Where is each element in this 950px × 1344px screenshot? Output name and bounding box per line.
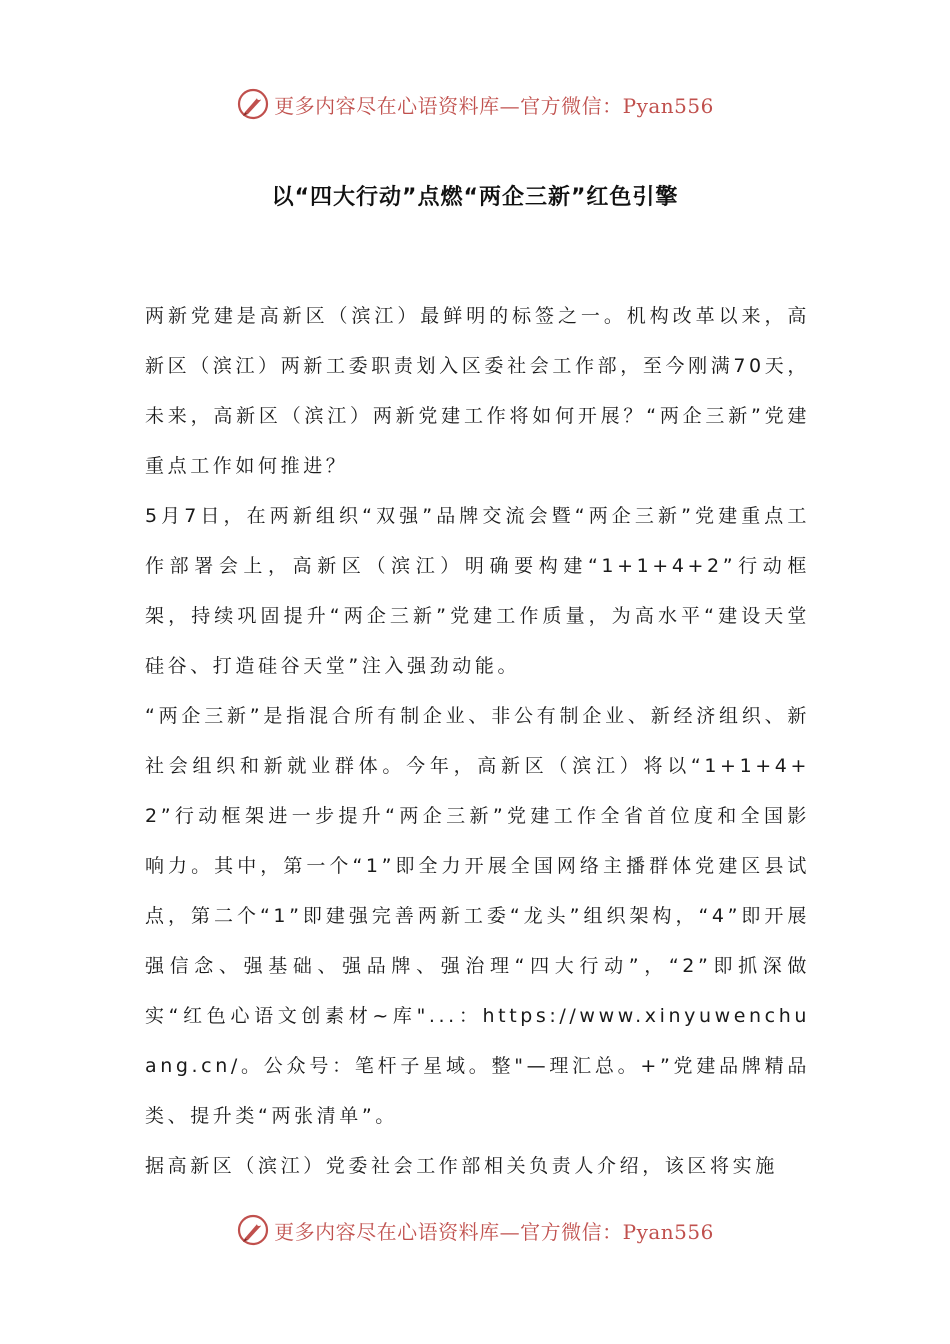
paragraph: 据高新区（滨江）党委社会工作部相关负责人介绍，该区将实施 — [145, 1155, 778, 1177]
pen-circle-icon — [236, 1213, 270, 1247]
watermark-text: 更多内容尽在心语资料库—官方微信：Pyan556 — [274, 1219, 714, 1244]
footer-watermark-banner — [0, 1210, 950, 1250]
watermark-text: 更多内容尽在心语资料库—官方微信：Pyan556 — [274, 93, 714, 118]
pen-circle-icon — [236, 87, 270, 121]
document-body — [145, 291, 810, 1191]
paragraph: 5月7日，在两新组织“双强”品牌交流会暨“两企三新”党建重点工作部署会上，高新区（滨江）明确要构建“1+1+4+2”行动框架，持续巩固提升“两企三新”党建工作质量，为高水平“建设天堂硅谷、打造硅谷天堂”注入强劲动能。 — [145, 505, 810, 677]
paragraph: “两企三新”是指混合所有制企业、非公有制企业、新经济组织、新社会组织和新就业群体。今年，高新区（滨江）将以“1+1+4+2”行动框架进一步提升“两企三新”党建工作全省首位度和全国影响力。其中，第一个“1”即全力开展全国网络主播群体党建区县试点，第二个“1”即建强完善两新工委“龙头”组织架构，“4”即开展强信念、强基础、强品牌、强治理“四大行动”，“2”即抓深做实“红色心语文创素材~库"...：https://www.xinyuwenchuang.cn/。公众号：笔杆子星域。整"—理汇总。+”党建品牌精品类、提升类“两张清单”。 — [145, 705, 810, 1127]
header-watermark-banner — [0, 84, 950, 124]
document-title: 以“四大行动”点燃“两企三新”红色引擎 — [271, 185, 679, 210]
paragraph: 两新党建是高新区（滨江）最鲜明的标签之一。机构改革以来，高新区（滨江）两新工委职责划入区委社会工作部，至今刚满70天，未来，高新区（滨江）两新党建工作将如何开展？“两企三新”党建重点工作如何推进？ — [145, 305, 810, 477]
